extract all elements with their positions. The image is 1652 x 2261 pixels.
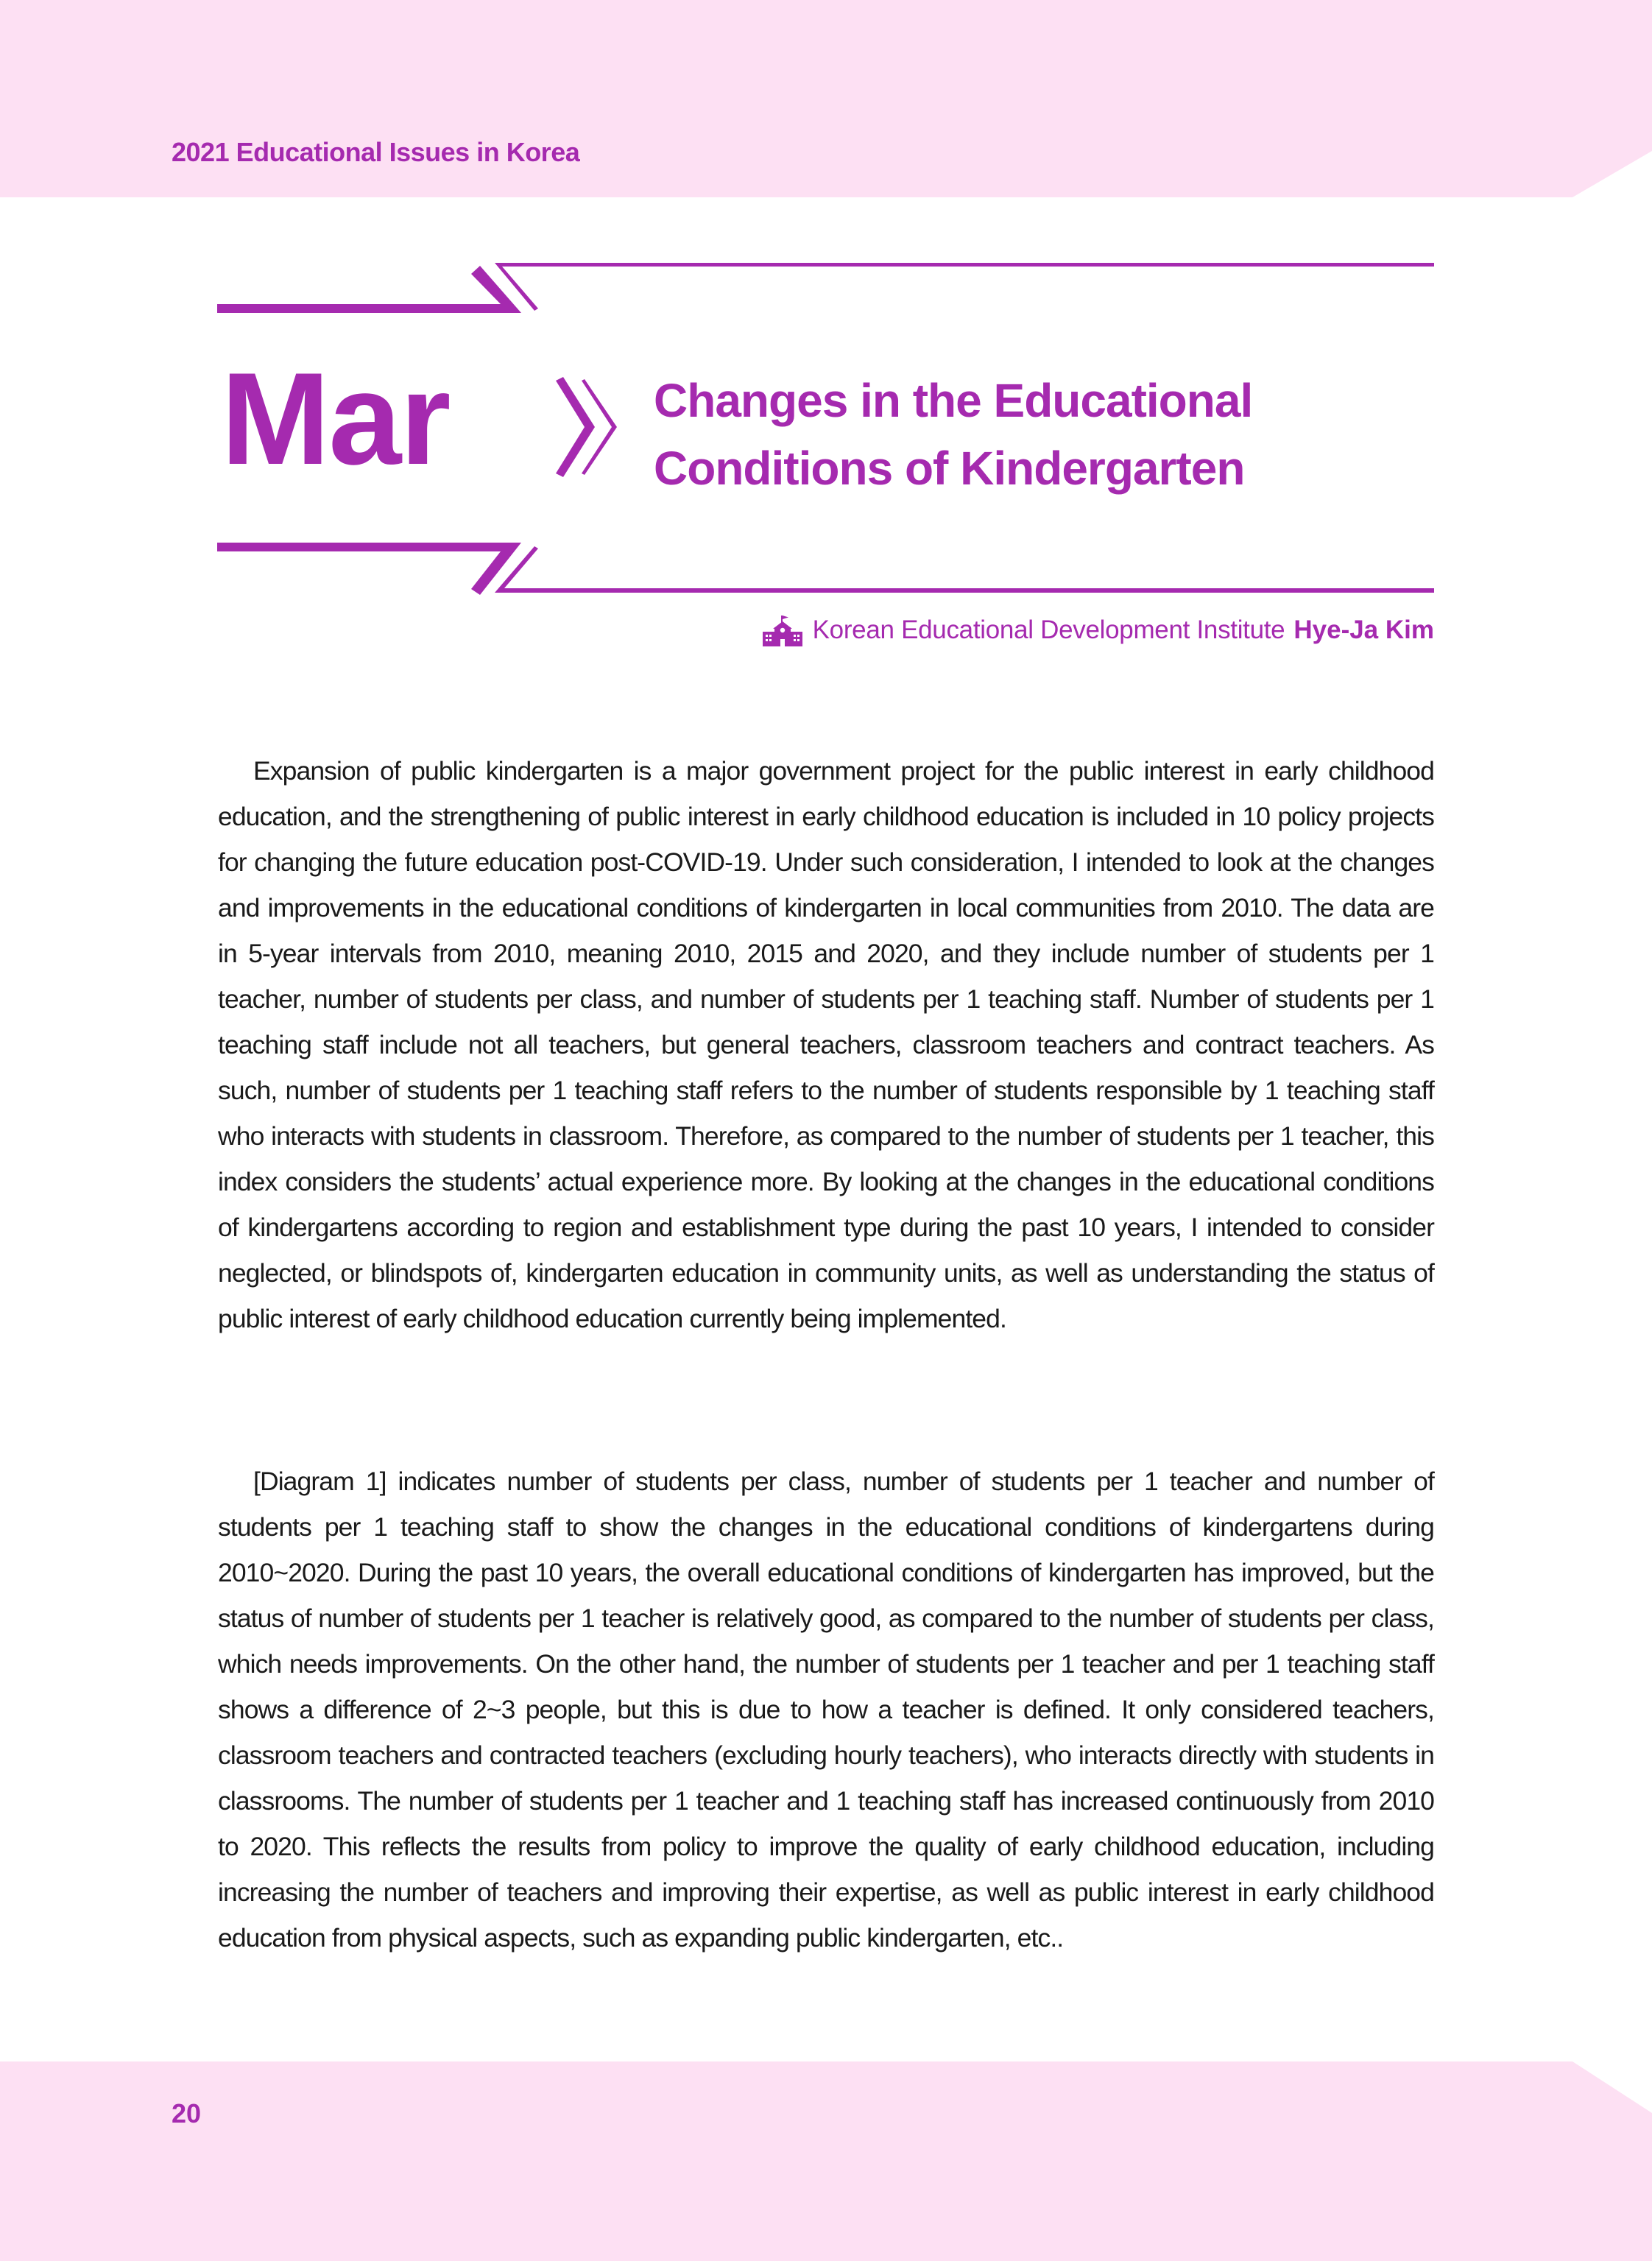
running-head: 2021 Educational Issues in Korea [172,137,580,167]
body-paragraph: [Diagram 1] indicates number of students per class, number of students per 1 teacher and number of students per 1 teaching staff to show the changes in the educational conditions of kindergartens during 2010~2020. During the past 10 years, the overall educational conditions of kindergarten has improved, but the status of number of students per 1 teacher is relatively good, as compared to the number of students per class, which needs improvements. On the other hand, the number of students per 1 teacher and per 1 teaching staff shows a difference of 2~3 people, but this is due to how a teacher is defined. It only considered teachers, classroom teachers and contracted teachers (excluding hourly teachers), who interacts directly with students in classrooms. The number of students per 1 teacher and 1 teaching staff has increased continuously from 2010 to 2020. This reflects the results from policy to improve the quality of early childhood education, including increasing the number of teachers and improving their expertise, as well as public interest in early childhood education from physical aspects, such as expanding public kindergarten, etc.. [218,1467,1434,1953]
upper-thin-line [495,263,1434,311]
body-paragraph: Expansion of public kindergarten is a major government project for the public interest in early childhood education, and the strengthening of public interest in early childhood education is included in 10 policy projects for changing the future education post-COVID-19. Under such consideration, I intended to look at the changes and improvements in the educational conditions of kindergarten in local communities from 2010. The data are in 5-year intervals from 2010, meaning 2010, 2015 and 2020, and they include number of students per 1 teacher, number of students per class, and number of students per 1 teaching staff. Number of students per 1 teaching staff include not all teachers, but general teachers, classroom teachers and contract teachers. As such, number of students per 1 teaching staff refers to the number of students responsible by 1 teaching staff who interacts with students in classroom. Therefore, as compared to the number of students per 1 teacher, this index considers the students’ actual experience more. By looking at the changes in the educational conditions of kindergartens according to region and establishment type during the past 10 years, I intended to consider neglected, or blindspots of, kindergarten education in community units, as well as understanding the status of public interest of early childhood education currently being implemented. [218,756,1434,1333]
byline [761,614,1434,646]
article-title-line1: Changes in the Educational [654,374,1253,427]
page-number: 20 [172,2098,202,2128]
author-name: Hye-Ja Kim [1293,615,1434,644]
article-title-line2: Conditions of Kindergarten [654,442,1245,495]
author-institute: Korean Educational Development Institute [812,615,1285,644]
school-building-icon [761,614,804,646]
lower-thick-line [217,543,521,595]
chevron-right-icon [582,379,617,475]
lower-thin-line [495,546,1434,593]
footer-band [0,2061,1652,2261]
footer-band-shape [0,2061,1652,2261]
upper-thick-line [217,266,521,313]
chevron-right-icon [556,377,595,477]
article-title [654,367,1464,502]
issue-month: Mar [221,345,450,492]
